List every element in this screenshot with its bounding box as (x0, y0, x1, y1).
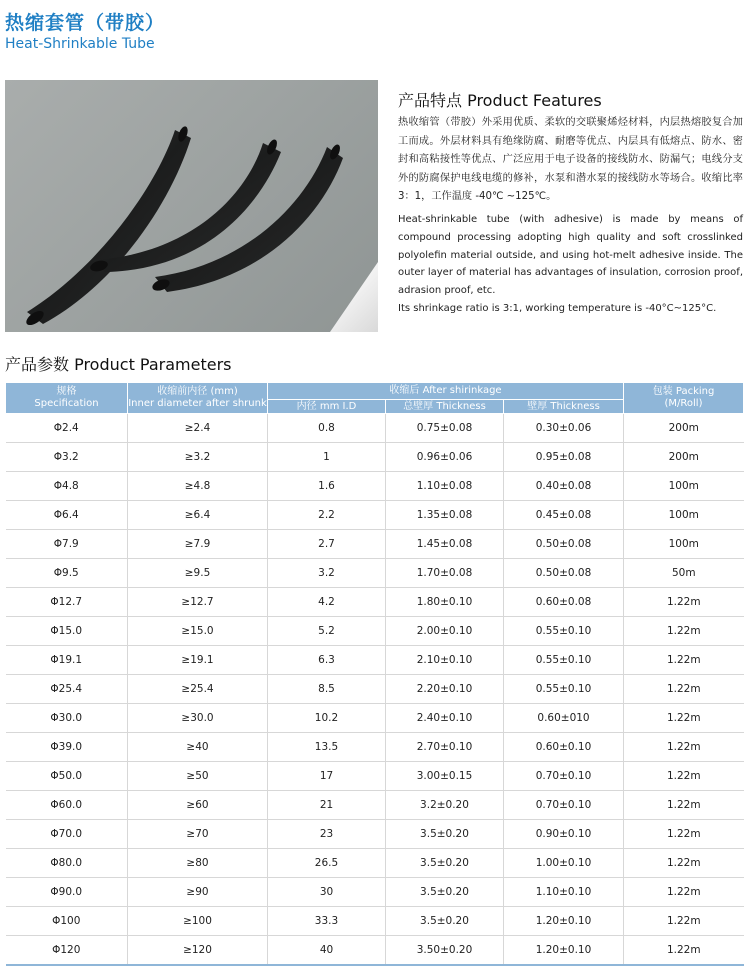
inner-diameter-cell: ≥40 (128, 733, 268, 762)
wall-thickness-cell: 0.90±0.10 (504, 820, 624, 849)
id-cell: 21 (268, 791, 386, 820)
packing-cell: 1.22m (624, 617, 744, 646)
header-packing-en: (M/Roll) (664, 398, 703, 409)
inner-diameter-cell: ≥100 (128, 907, 268, 936)
id-cell: 1.6 (268, 472, 386, 501)
total-thickness-cell: 1.70±0.08 (386, 559, 504, 588)
wall-thickness-cell: 0.55±0.10 (504, 646, 624, 675)
parameters-table-body (6, 414, 744, 966)
total-thickness-cell: 3.5±0.20 (386, 878, 504, 907)
id-cell: 13.5 (268, 733, 386, 762)
packing-cell: 200m (624, 443, 744, 472)
wall-thickness-cell: 0.40±0.08 (504, 472, 624, 501)
table-row (6, 617, 744, 646)
packing-cell: 100m (624, 501, 744, 530)
packing-cell: 1.22m (624, 820, 744, 849)
spec-cell: Φ39.0 (6, 733, 128, 762)
tubes-illustration (5, 80, 378, 332)
header-spec-cn: 规格 (56, 386, 77, 397)
header-packing (624, 383, 744, 414)
inner-diameter-cell: ≥12.7 (128, 588, 268, 617)
spec-cell: Φ4.8 (6, 472, 128, 501)
wall-thickness-cell: 1.20±0.10 (504, 936, 624, 966)
inner-diameter-cell: ≥2.4 (128, 414, 268, 443)
packing-cell: 100m (624, 472, 744, 501)
wall-thickness-cell: 0.55±0.10 (504, 675, 624, 704)
inner-diameter-cell: ≥120 (128, 936, 268, 966)
header-spec (6, 383, 128, 414)
table-row (6, 820, 744, 849)
total-thickness-cell: 0.96±0.06 (386, 443, 504, 472)
id-cell: 4.2 (268, 588, 386, 617)
inner-diameter-cell: ≥50 (128, 762, 268, 791)
packing-cell: 1.22m (624, 936, 744, 966)
inner-diameter-cell: ≥3.2 (128, 443, 268, 472)
features-ratio-text: Its shrinkage ratio is 3:1, working temperature is -40°C~125°C. (398, 303, 717, 314)
features-text-cn: 热收缩管（带胶）外采用优质、柔软的交联聚烯烃材料，内层热熔胶复合加工而成。外层材料具有绝缘防腐、耐磨等优点、内层具有低熔点、防水、密封和高粘接性等优点、广泛应用于电子设备的接线防水、防漏气；电线分支外的防腐保护电线电缆的修补，水泵和潜水泵的接线防水等场合。收缩比率 3：1，工作温度 -40℃ ~125℃。 (398, 117, 743, 202)
spec-cell: Φ15.0 (6, 617, 128, 646)
inner-diameter-cell: ≥7.9 (128, 530, 268, 559)
spec-cell: Φ2.4 (6, 414, 128, 443)
spec-cell: Φ70.0 (6, 820, 128, 849)
wall-thickness-cell: 0.70±0.10 (504, 791, 624, 820)
total-thickness-cell: 3.2±0.20 (386, 791, 504, 820)
features-heading: 产品特点 Product Features (398, 91, 602, 110)
table-row (6, 414, 744, 443)
wall-thickness-cell: 0.50±0.08 (504, 559, 624, 588)
table-row (6, 878, 744, 907)
header-after: 收缩后 After shirinkage (268, 383, 624, 400)
packing-cell: 1.22m (624, 646, 744, 675)
id-cell: 17 (268, 762, 386, 791)
table-row (6, 472, 744, 501)
parameters-table (5, 382, 744, 966)
table-row (6, 675, 744, 704)
total-thickness-cell: 2.10±0.10 (386, 646, 504, 675)
packing-cell: 1.22m (624, 791, 744, 820)
packing-cell: 200m (624, 414, 744, 443)
table-row (6, 791, 744, 820)
wall-thickness-cell: 0.60±0.10 (504, 733, 624, 762)
header-id: 内径 mm I.D (268, 400, 386, 414)
wall-thickness-cell: 0.70±0.10 (504, 762, 624, 791)
total-thickness-cell: 1.10±0.08 (386, 472, 504, 501)
wall-thickness-cell: 0.30±0.06 (504, 414, 624, 443)
total-thickness-cell: 2.20±0.10 (386, 675, 504, 704)
spec-cell: Φ3.2 (6, 443, 128, 472)
wall-thickness-cell: 0.50±0.08 (504, 530, 624, 559)
wall-thickness-cell: 0.45±0.08 (504, 501, 624, 530)
total-thickness-cell: 0.75±0.08 (386, 414, 504, 443)
header-inner-cn: 收缩前内径 (mm) (157, 386, 238, 397)
id-cell: 40 (268, 936, 386, 966)
id-cell: 10.2 (268, 704, 386, 733)
spec-cell: Φ120 (6, 936, 128, 966)
inner-diameter-cell: ≥19.1 (128, 646, 268, 675)
parameters-heading: 产品参数 Product Parameters (5, 355, 232, 374)
spec-cell: Φ19.1 (6, 646, 128, 675)
page-subtitle: Heat-Shrinkable Tube (5, 36, 155, 52)
total-thickness-cell: 3.00±0.15 (386, 762, 504, 791)
spec-cell: Φ7.9 (6, 530, 128, 559)
inner-diameter-cell: ≥90 (128, 878, 268, 907)
table-row (6, 849, 744, 878)
table-row (6, 588, 744, 617)
header-inner-en: Inner diameter after shrunk (128, 398, 267, 409)
header-wall-thickness: 壁厚 Thickness (504, 400, 624, 414)
packing-cell: 1.22m (624, 878, 744, 907)
header-spec-en: Specification (34, 398, 99, 409)
header-total-thickness: 总壁厚 Thickness (386, 400, 504, 414)
id-cell: 1 (268, 443, 386, 472)
inner-diameter-cell: ≥70 (128, 820, 268, 849)
spec-cell: Φ30.0 (6, 704, 128, 733)
header-packing-cn: 包装 Packing (652, 386, 715, 397)
wall-thickness-cell: 1.20±0.10 (504, 907, 624, 936)
inner-diameter-cell: ≥4.8 (128, 472, 268, 501)
id-cell: 8.5 (268, 675, 386, 704)
inner-diameter-cell: ≥30.0 (128, 704, 268, 733)
total-thickness-cell: 3.5±0.20 (386, 849, 504, 878)
wall-thickness-cell: 0.55±0.10 (504, 617, 624, 646)
wall-thickness-cell: 0.60±010 (504, 704, 624, 733)
packing-cell: 100m (624, 530, 744, 559)
packing-cell: 1.22m (624, 588, 744, 617)
packing-cell: 50m (624, 559, 744, 588)
table-row (6, 501, 744, 530)
table-row (6, 704, 744, 733)
inner-diameter-cell: ≥15.0 (128, 617, 268, 646)
spec-cell: Φ9.5 (6, 559, 128, 588)
spec-cell: Φ100 (6, 907, 128, 936)
table-row (6, 936, 744, 966)
tube-right (155, 147, 343, 292)
id-cell: 2.7 (268, 530, 386, 559)
spec-cell: Φ50.0 (6, 762, 128, 791)
wall-thickness-cell: 1.10±0.10 (504, 878, 624, 907)
spec-cell: Φ90.0 (6, 878, 128, 907)
id-cell: 5.2 (268, 617, 386, 646)
inner-diameter-cell: ≥80 (128, 849, 268, 878)
tube-left (27, 130, 191, 324)
table-row (6, 530, 744, 559)
total-thickness-cell: 2.00±0.10 (386, 617, 504, 646)
total-thickness-cell: 1.35±0.08 (386, 501, 504, 530)
packing-cell: 1.22m (624, 762, 744, 791)
table-row (6, 762, 744, 791)
table-row (6, 443, 744, 472)
wall-thickness-cell: 1.00±0.10 (504, 849, 624, 878)
features-text-en: Heat-shrinkable tube (with adhesive) is made by means of compound processing adopting high quality and soft crosslinked polyolefin material outside, and using hot-melt adhesive inside. The outer layer of material has advantages of insulation, corrosion proof, adrasion proof, etc. (398, 214, 743, 297)
spec-cell: Φ60.0 (6, 791, 128, 820)
total-thickness-cell: 3.5±0.20 (386, 820, 504, 849)
page-title: 热缩套管（带胶） (5, 12, 166, 34)
table-row (6, 559, 744, 588)
product-photo (5, 80, 378, 332)
table-row (6, 646, 744, 675)
id-cell: 33.3 (268, 907, 386, 936)
total-thickness-cell: 3.5±0.20 (386, 907, 504, 936)
total-thickness-cell: 3.50±0.20 (386, 936, 504, 966)
table-row (6, 733, 744, 762)
id-cell: 0.8 (268, 414, 386, 443)
id-cell: 30 (268, 878, 386, 907)
id-cell: 26.5 (268, 849, 386, 878)
inner-diameter-cell: ≥60 (128, 791, 268, 820)
wall-thickness-cell: 0.95±0.08 (504, 443, 624, 472)
wall-thickness-cell: 0.60±0.08 (504, 588, 624, 617)
packing-cell: 1.22m (624, 675, 744, 704)
total-thickness-cell: 2.40±0.10 (386, 704, 504, 733)
id-cell: 23 (268, 820, 386, 849)
inner-diameter-cell: ≥9.5 (128, 559, 268, 588)
spec-cell: Φ25.4 (6, 675, 128, 704)
packing-cell: 1.22m (624, 849, 744, 878)
total-thickness-cell: 1.45±0.08 (386, 530, 504, 559)
inner-diameter-cell: ≥25.4 (128, 675, 268, 704)
packing-cell: 1.22m (624, 733, 744, 762)
total-thickness-cell: 2.70±0.10 (386, 733, 504, 762)
spec-cell: Φ6.4 (6, 501, 128, 530)
id-cell: 6.3 (268, 646, 386, 675)
packing-cell: 1.22m (624, 907, 744, 936)
id-cell: 2.2 (268, 501, 386, 530)
packing-cell: 1.22m (624, 704, 744, 733)
total-thickness-cell: 1.80±0.10 (386, 588, 504, 617)
inner-diameter-cell: ≥6.4 (128, 501, 268, 530)
spec-cell: Φ12.7 (6, 588, 128, 617)
spec-cell: Φ80.0 (6, 849, 128, 878)
id-cell: 3.2 (268, 559, 386, 588)
table-row (6, 907, 744, 936)
header-inner (128, 383, 268, 414)
